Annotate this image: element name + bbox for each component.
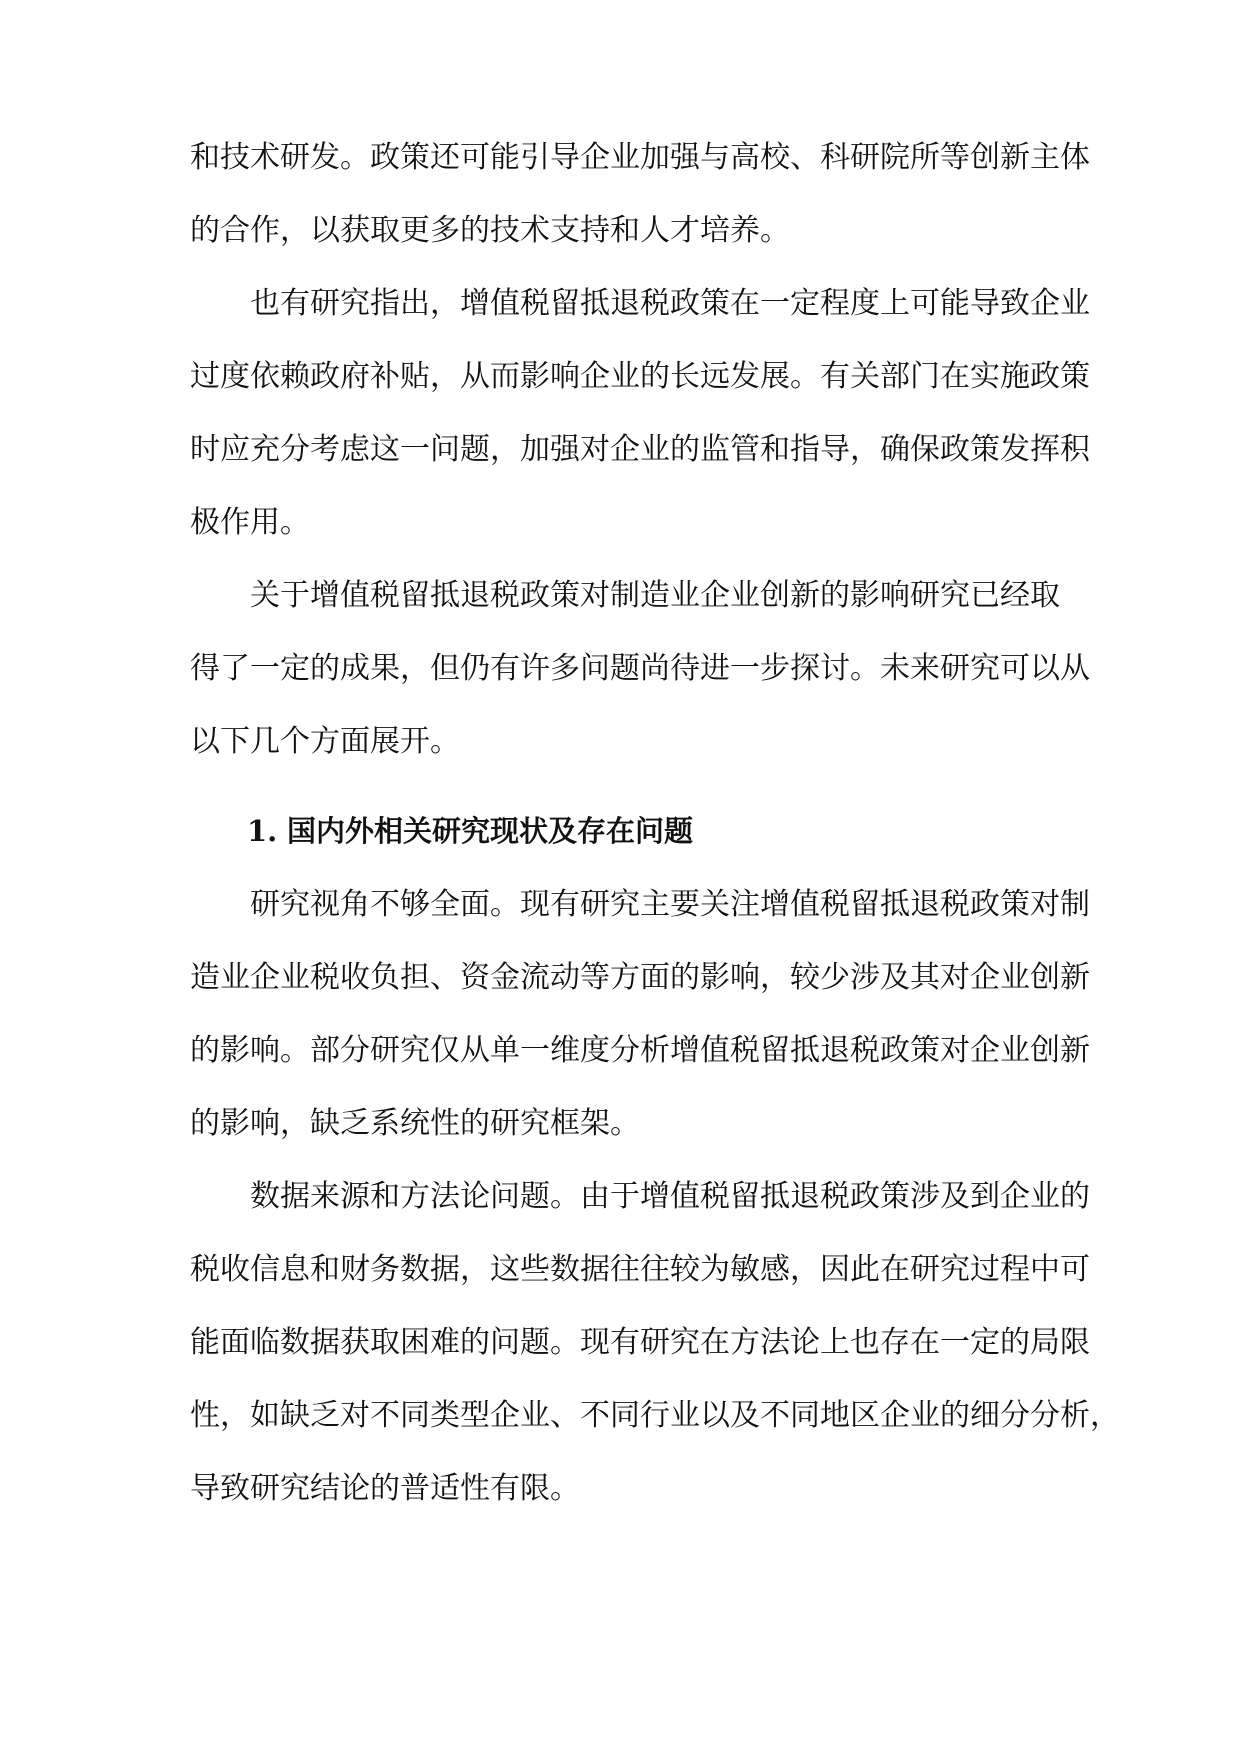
paragraph-line: 数据来源和方法论问题。由于增值税留抵退税政策涉及到企业的 bbox=[250, 1179, 1090, 1214]
paragraph-line: 导致研究结论的普适性有限。 bbox=[190, 1471, 580, 1506]
paragraph-4 bbox=[190, 887, 1090, 1141]
document-body bbox=[190, 140, 1120, 1547]
paragraph-line: 也有研究指出，增值税留抵退税政策在一定程度上可能导致企业 bbox=[250, 286, 1090, 321]
paragraph-line: 的影响，缺乏系统性的研究框架。 bbox=[190, 1106, 640, 1141]
paragraph-line: 得了一定的成果，但仍有许多问题尚待进一步探讨。未来研究可以从 bbox=[190, 651, 1090, 686]
paragraph-line: 和技术研发。政策还可能引导企业加强与高校、科研院所等创新主体 bbox=[190, 140, 1090, 175]
paragraph-line: 时应充分考虑这一问题，加强对企业的监管和指导，确保政策发挥积 bbox=[190, 432, 1090, 467]
paragraph-line: 造业企业税收负担、资金流动等方面的影响，较少涉及其对企业创新 bbox=[190, 960, 1090, 995]
paragraph-2 bbox=[190, 286, 1090, 540]
paragraph-line: 过度依赖政府补贴，从而影响企业的长远发展。有关部门在实施政策 bbox=[190, 359, 1090, 394]
paragraph-line: 能面临数据获取困难的问题。现有研究在方法论上也存在一定的局限 bbox=[190, 1325, 1090, 1360]
paragraph-5 bbox=[190, 1179, 1120, 1506]
paragraph-line: 的合作，以获取更多的技术支持和人才培养。 bbox=[190, 213, 790, 248]
paragraph-line: 关于增值税留抵退税政策对制造业企业创新的影响研究已经取 bbox=[250, 578, 1060, 613]
section-number: 1. bbox=[247, 814, 278, 848]
paragraph-1 bbox=[190, 140, 1090, 248]
paragraph-line: 的影响。部分研究仅从单一维度分析增值税留抵退税政策对企业创新 bbox=[190, 1033, 1090, 1068]
section-heading bbox=[190, 815, 1052, 847]
paragraph-3 bbox=[190, 578, 1090, 759]
paragraph-line: 税收信息和财务数据，这些数据往往较为敏感，因此在研究过程中可 bbox=[190, 1252, 1090, 1287]
paragraph-line: 性，如缺乏对不同类型企业、不同行业以及不同地区企业的细分分析， bbox=[190, 1398, 1120, 1433]
paragraph-line: 极作用。 bbox=[190, 505, 310, 540]
paragraph-line: 研究视角不够全面。现有研究主要关注增值税留抵退税政策对制 bbox=[250, 887, 1090, 922]
paragraph-line: 以下几个方面展开。 bbox=[190, 724, 460, 759]
section-title: 国内外相关研究现状及存在问题 bbox=[287, 814, 694, 848]
